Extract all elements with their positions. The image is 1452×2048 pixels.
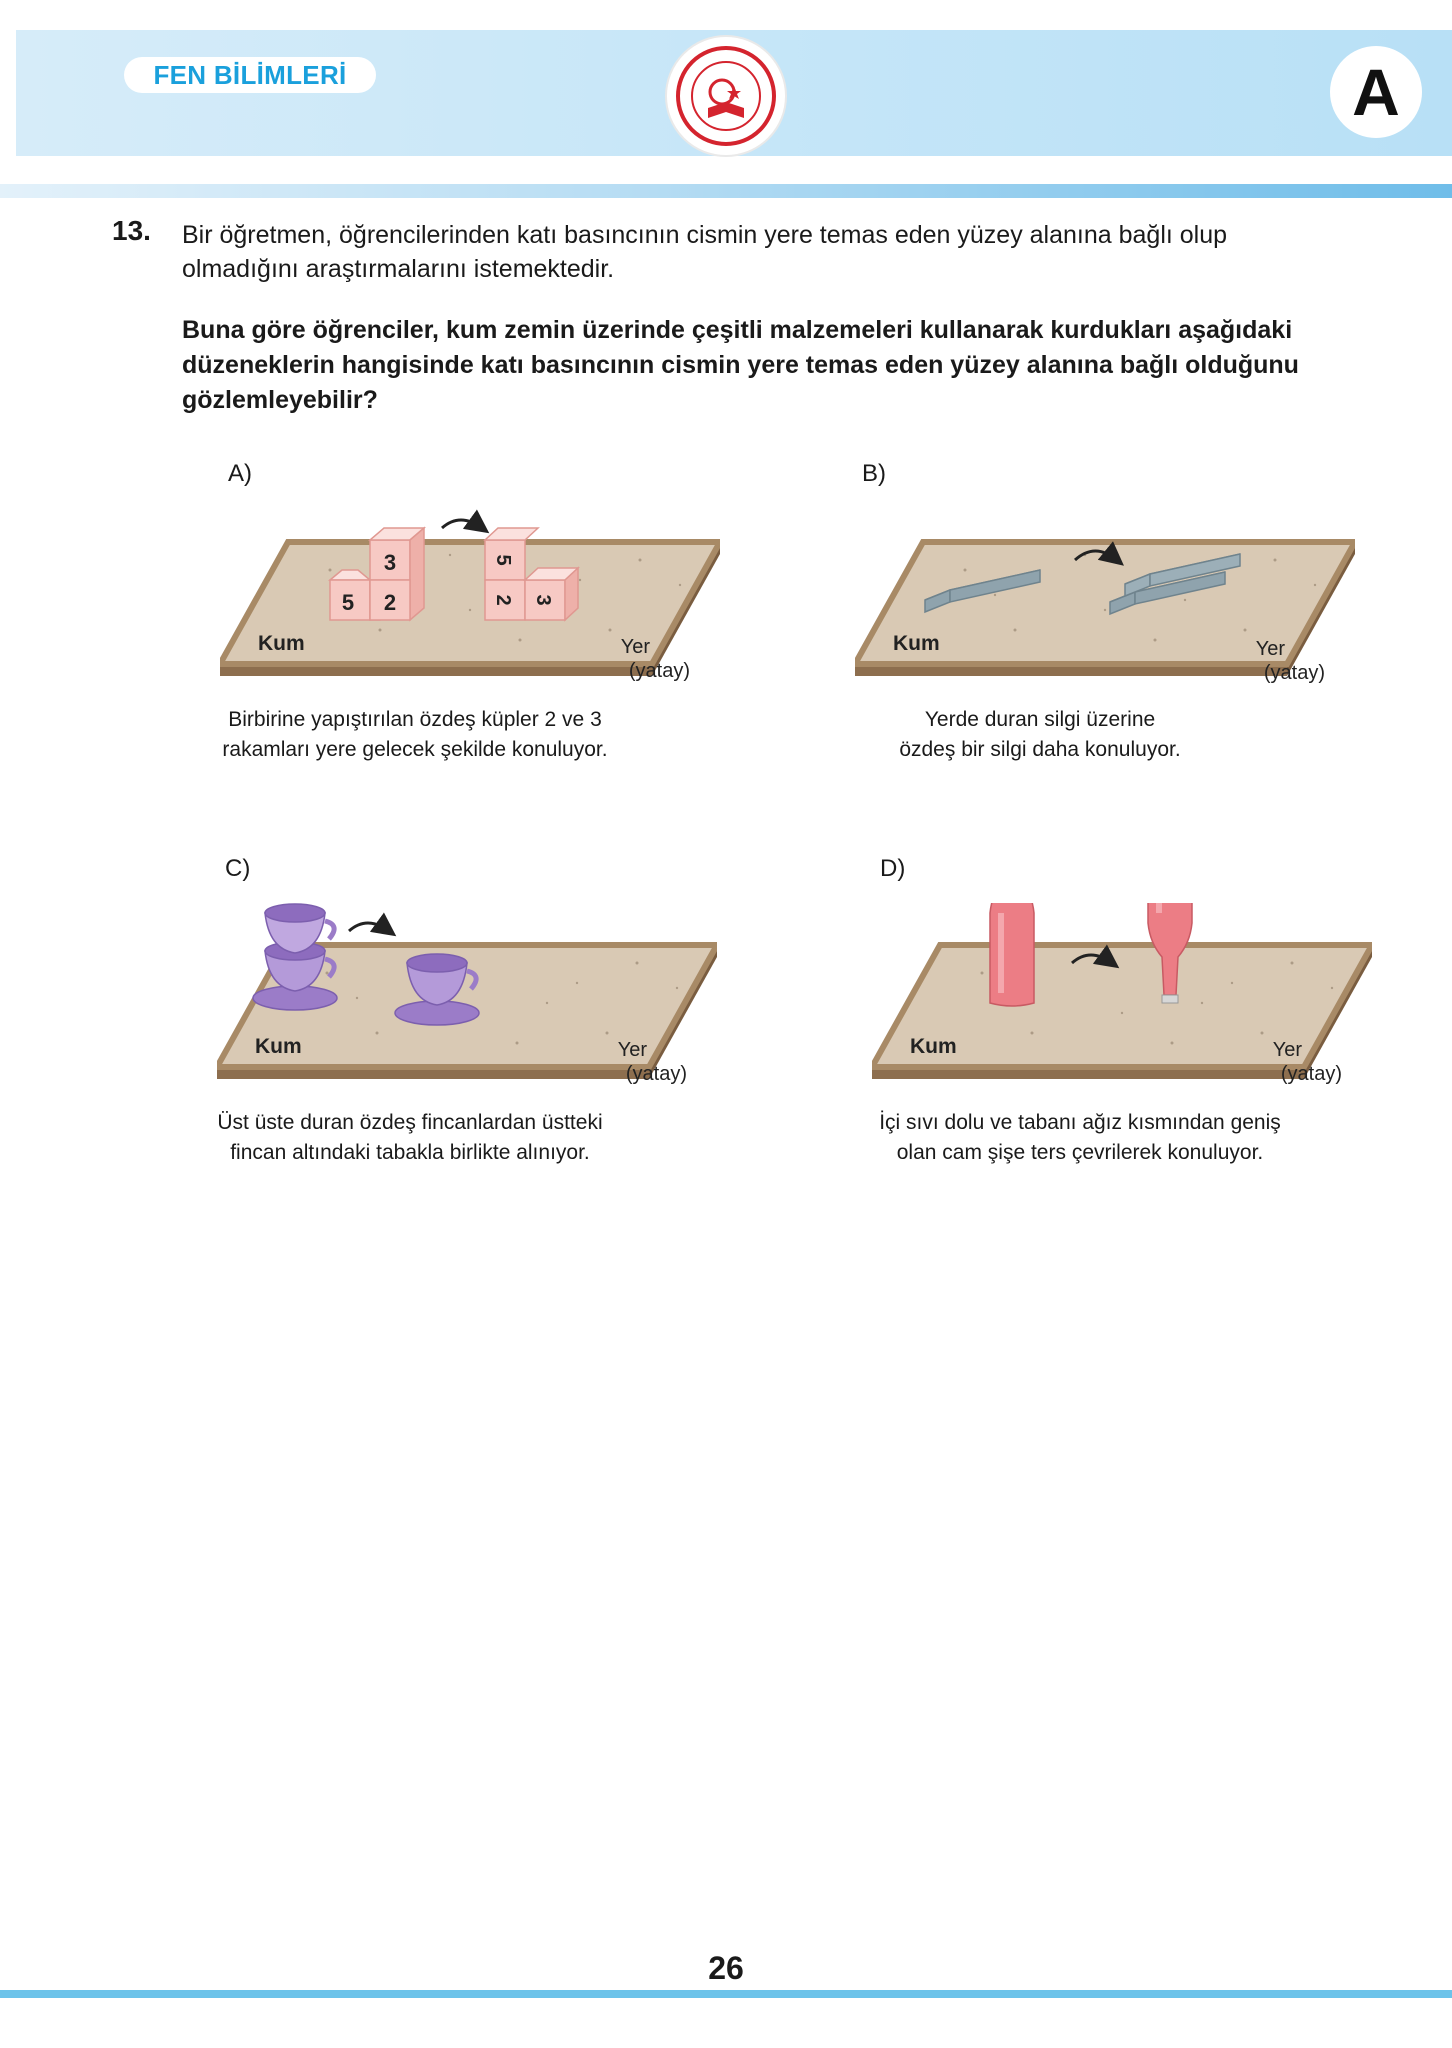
option-c-caption: Üst üste duran özdeş fincanlardan üstteki fincan altındaki tabakla birlikte alınıyor. [217,1111,603,1164]
change-arrow-icon [349,923,389,931]
option-d-caption: İçi sıvı dolu ve tabanı ağız kısmından geniş olan cam şişe ters çevrilerek konuluyor. [879,1111,1281,1164]
page-number: 26 [708,1950,744,1986]
stacked-cups [253,904,337,1010]
option-a-label[interactable]: A) [228,460,252,487]
option-d-label[interactable]: D) [880,855,906,882]
subject-title: FEN BİLİMLERİ [124,57,376,93]
ministry-seal-icon [664,34,788,158]
option-a-caption: Birbirine yapıştırılan özdeş küpler 2 ve 3 rakamları yere gelecek şekilde konuluyor. [222,708,608,761]
cube-digit-5: 5 [341,590,355,615]
cube-digit-5-rotated: 5 [492,554,514,566]
question-prompt: Buna göre öğrenciler, kum zemin üzerinde çeşitli malzemeleri kullanarak kurdukları aşağıdaki düzeneklerin hangisinde katı basıncının cismin yere temas eden yüzey alanına bağlı olduğunu gözlemleyebilir? [182,316,1299,414]
cube-digit-2-rotated: 2 [492,594,514,606]
cube-digit-3-rotated: 3 [532,594,554,606]
ground-sub-label: (yatay) [1280,1063,1342,1085]
bottle-upright [990,903,1034,1006]
ground-sub-label: (yatay) [628,660,690,682]
ground-sub-label: (yatay) [625,1063,687,1085]
change-arrow-icon [442,520,482,528]
sand-label: Kum [893,632,940,655]
question-text: Bir öğretmen, öğrencilerinden katı basıncının cismin yere temas eden yüzey alanına bağlı olup olmadığını araştırmalarını istemektedir. [182,221,1228,283]
footer-rule [0,1990,1452,1998]
sand-label: Kum [910,1035,957,1058]
option-c-label[interactable]: C) [225,855,251,882]
question-number: 13. [112,215,151,246]
option-b-label[interactable]: B) [862,460,886,487]
header-rule [0,184,1452,198]
booklet-type-badge: A [1330,46,1422,138]
sand-label: Kum [258,632,305,655]
cube-digit-3: 3 [383,550,397,575]
ground-sub-label: (yatay) [1263,662,1325,684]
ground-label: Yer [1272,1039,1302,1061]
option-b-caption: Yerde duran silgi üzerine özdeş bir silgi daha konuluyor. [899,708,1181,761]
cube-digit-2: 2 [383,590,397,615]
ground-label: Yer [1255,638,1285,660]
sand-label: Kum [255,1035,302,1058]
ground-label: Yer [620,636,650,658]
ground-label: Yer [617,1039,647,1061]
